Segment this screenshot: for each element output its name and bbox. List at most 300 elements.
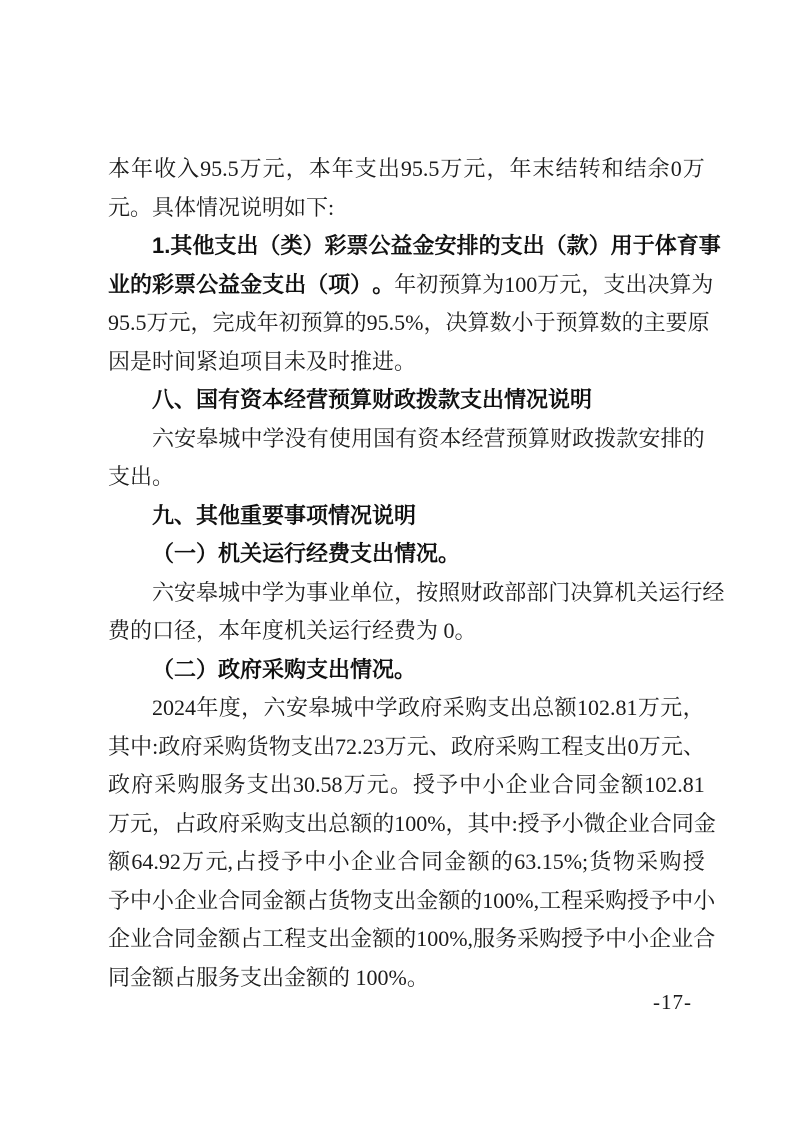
body-text-token: 安 bbox=[285, 695, 308, 720]
body-text-token: 安 bbox=[174, 425, 197, 451]
body-text-token: 小 bbox=[693, 887, 716, 913]
body-text-token: 102.81 bbox=[577, 695, 638, 720]
bold-text-token: 公 bbox=[196, 271, 219, 297]
body-text-token: 额 bbox=[621, 772, 644, 797]
body-text-token: 年 bbox=[131, 156, 154, 181]
bold-text-token: ） bbox=[302, 233, 325, 258]
body-text-token: 万 bbox=[182, 849, 205, 874]
body-text-token: 95.5 bbox=[108, 310, 147, 335]
body-text-token: 采 bbox=[583, 887, 606, 913]
body-text-token: 中 bbox=[605, 926, 628, 951]
body-text-token: ， bbox=[152, 810, 175, 836]
body-text-token: 予 bbox=[280, 849, 303, 874]
body-text-token: 业 bbox=[671, 926, 694, 951]
body-text-token: 采 bbox=[154, 772, 177, 797]
body-text-token: 有 bbox=[306, 425, 329, 451]
body-text-token: 中: bbox=[130, 733, 159, 759]
body-text-token: ， bbox=[581, 271, 604, 297]
body-text-token: 金 bbox=[262, 887, 285, 913]
body-text-token: 元 bbox=[559, 271, 582, 297]
body-text-token: 业 bbox=[627, 810, 650, 836]
bold-text: 九、其他重要事项情况说明 bbox=[152, 502, 417, 528]
body-text-token: 算 bbox=[577, 310, 600, 335]
body-text-token: 资 bbox=[417, 425, 440, 451]
bold-text-token: 事 bbox=[698, 233, 721, 258]
body-text-token: 的 bbox=[490, 849, 513, 874]
body-text-token: 学 bbox=[262, 579, 285, 605]
body-text-token: 度 bbox=[218, 695, 241, 720]
body-text-token: 额 bbox=[438, 887, 461, 913]
body-text-token: 小 bbox=[152, 887, 175, 913]
text-line bbox=[108, 689, 705, 728]
text-line bbox=[108, 343, 705, 382]
body-text-token: 安 bbox=[174, 579, 197, 605]
bold-text-token: （ bbox=[258, 233, 281, 258]
body-text-token: 额 bbox=[554, 695, 577, 720]
body-text-token: 按 bbox=[416, 579, 439, 605]
body-text-token: 中 bbox=[671, 887, 694, 913]
text-line bbox=[108, 189, 705, 228]
body-text-token: 万 bbox=[638, 733, 661, 759]
body-text-token: 预 bbox=[300, 310, 323, 335]
text-line bbox=[108, 612, 705, 651]
body-text-token: 六 bbox=[152, 425, 175, 451]
body-text-token: 工 bbox=[539, 733, 562, 759]
body-text-token: 63.15%; bbox=[514, 849, 589, 874]
body-text-token: 出 bbox=[377, 156, 400, 181]
body-text-token: 金 bbox=[196, 926, 219, 951]
bold-text-token: 支 bbox=[262, 271, 285, 297]
body-text-token: 万 bbox=[239, 156, 262, 181]
bold-text-token: 的 bbox=[130, 271, 153, 297]
body-text-token: 购 bbox=[224, 733, 247, 759]
body-text: 费的口径，本年度机关运行经费为 0。 bbox=[108, 618, 477, 643]
text-line bbox=[108, 227, 721, 266]
body-text-token: 年 bbox=[394, 271, 417, 297]
bold-text-token: 票 bbox=[346, 233, 369, 258]
text-line bbox=[108, 266, 714, 305]
body-text-token: 合 bbox=[551, 772, 574, 797]
body-text-token: 金 bbox=[693, 810, 716, 836]
body-text-token: 支 bbox=[284, 810, 307, 836]
body-text-token: 政 bbox=[108, 772, 131, 797]
heading-line bbox=[108, 651, 705, 690]
text-line bbox=[108, 574, 725, 613]
body-text-token: 年 bbox=[196, 695, 219, 720]
body-text-token: 主 bbox=[643, 310, 666, 335]
body-text-token: 算 bbox=[460, 271, 483, 297]
body-text-token: 的 bbox=[394, 926, 417, 951]
body-text-token: 原 bbox=[687, 310, 710, 335]
body-text-token: 初 bbox=[278, 310, 301, 335]
body-text-token: 小 bbox=[482, 772, 505, 797]
body-text-token: 物 bbox=[350, 887, 373, 913]
body-text-token: 算 bbox=[592, 579, 615, 605]
body-text-token: 授 bbox=[682, 849, 705, 874]
body-text-token: 机 bbox=[614, 579, 637, 605]
body-text-token: 总 bbox=[328, 810, 351, 836]
body-text-token: 算 bbox=[322, 310, 345, 335]
body-text-token: 的 bbox=[682, 425, 705, 451]
body-text: 同金额占服务支出金额的 100%。 bbox=[108, 964, 429, 990]
bold-text-token: 出 bbox=[284, 271, 307, 297]
body-text-token: 采 bbox=[202, 733, 225, 759]
body-text-token: 学 bbox=[375, 695, 398, 720]
bold-text-token: 项 bbox=[328, 271, 351, 297]
body-text-token: ， bbox=[241, 695, 264, 720]
body-text-token: 元 bbox=[660, 733, 683, 759]
body-text-token: 30.58 bbox=[293, 772, 343, 797]
bold-text-token: 排 bbox=[456, 233, 479, 258]
body-text-token: 财 bbox=[460, 579, 483, 605]
body-text-token: 小 bbox=[561, 810, 584, 836]
body-text-token: 合 bbox=[693, 926, 716, 951]
bold-text-token: 体 bbox=[654, 233, 677, 258]
body-text-token: 授 bbox=[257, 849, 280, 874]
body-text-token: 采 bbox=[240, 810, 263, 836]
body-text-token: 其 bbox=[108, 733, 131, 759]
body-text-token: 有 bbox=[395, 425, 418, 451]
body-text-token: 皋 bbox=[196, 425, 219, 451]
body-text-token: 政 bbox=[572, 425, 595, 451]
body-text-token: 出 bbox=[328, 926, 351, 951]
body-text-token: 总 bbox=[532, 695, 555, 720]
body-text-token: 数 bbox=[489, 310, 512, 335]
bold-text: （二）政府采购支出情况。 bbox=[152, 656, 417, 682]
body-text-token: 政 bbox=[482, 579, 505, 605]
body-text-token: 元 bbox=[366, 772, 389, 797]
body-text-token: 中 bbox=[240, 579, 263, 605]
body-text-token: 、 bbox=[428, 733, 451, 759]
bold-text-token: 类 bbox=[280, 233, 303, 258]
body-text-token: 决 bbox=[445, 310, 468, 335]
bold-text-token: 款 bbox=[566, 233, 589, 258]
body-text-token: 95.5 bbox=[400, 156, 440, 181]
body-text-token: 额 bbox=[108, 849, 131, 874]
body-text-token: 微 bbox=[583, 810, 606, 836]
body-text-token: ， bbox=[682, 695, 705, 720]
body-text-token: 末 bbox=[532, 156, 555, 181]
text-line bbox=[108, 805, 716, 844]
body-text-token: 元 bbox=[168, 310, 191, 335]
body-text-token: 额 bbox=[467, 849, 490, 874]
body-text-token: 完 bbox=[212, 310, 235, 335]
body-text-token: 中 bbox=[240, 425, 263, 451]
body-text-token: 物 bbox=[268, 733, 291, 759]
body-text-token: 用 bbox=[350, 425, 373, 451]
body-text-token: 其 bbox=[467, 810, 490, 836]
body-text-token: 国 bbox=[373, 425, 396, 451]
body-text-token: 单 bbox=[350, 579, 373, 605]
text-line bbox=[108, 458, 705, 497]
body-text-token: 的 bbox=[372, 810, 395, 836]
body-text-token: 支 bbox=[372, 887, 395, 913]
body-text-token: 门 bbox=[548, 579, 571, 605]
body-text-token: 予 bbox=[649, 887, 672, 913]
body-text-token: 企 bbox=[505, 772, 528, 797]
body-text-token: 出 bbox=[394, 887, 417, 913]
text-line bbox=[108, 959, 705, 998]
body-text-token: 算 bbox=[669, 271, 692, 297]
body-text-token: 为 bbox=[691, 271, 714, 297]
body-text-token: 授 bbox=[627, 887, 650, 913]
body-text-token: 出 bbox=[509, 695, 532, 720]
body-text-token: 支 bbox=[354, 156, 377, 181]
body-text-token: 同 bbox=[671, 810, 694, 836]
body-text-token: 予 bbox=[108, 887, 131, 913]
body-text-token: 府 bbox=[473, 733, 496, 759]
body-text-token: 业 bbox=[328, 579, 351, 605]
body-text-token: 采 bbox=[442, 695, 465, 720]
body-text-token: 服 bbox=[200, 772, 223, 797]
body-text-token: 决 bbox=[570, 579, 593, 605]
body-text-token: 金 bbox=[597, 772, 620, 797]
text-line bbox=[108, 843, 705, 882]
body-text-token: 府 bbox=[218, 810, 241, 836]
body-text-token: 万 bbox=[637, 695, 660, 720]
body-text-token: 城 bbox=[218, 425, 241, 451]
body-text-token: 元 bbox=[660, 695, 683, 720]
body-text-token: 拨 bbox=[594, 425, 617, 451]
body-text-token: 学 bbox=[262, 425, 285, 451]
body-text-token: 出 bbox=[306, 810, 329, 836]
body-text-token: 支 bbox=[306, 926, 329, 951]
bold-text-token: 支 bbox=[214, 233, 237, 258]
body-text-token: 工 bbox=[539, 887, 562, 913]
body-text-token: 万 bbox=[146, 310, 169, 335]
body-text-token: 事 bbox=[306, 579, 329, 605]
body-text-token: 收 bbox=[154, 156, 177, 181]
body-text-token: 城 bbox=[330, 695, 353, 720]
body-text-token: 程 bbox=[561, 887, 584, 913]
body-text-token: 。 bbox=[389, 772, 412, 797]
body-text-token: 政 bbox=[196, 810, 219, 836]
bold-text-token: 支 bbox=[500, 233, 523, 258]
page-number: -17- bbox=[653, 990, 692, 1014]
body-text-token: 元, bbox=[205, 849, 233, 874]
bold-text-token: 公 bbox=[368, 233, 391, 258]
body-text-token: 合 bbox=[152, 926, 175, 951]
body-text-token: ， bbox=[423, 310, 446, 335]
body-text-token: 占 bbox=[234, 849, 257, 874]
body-text-token: 皋 bbox=[308, 695, 331, 720]
text-line bbox=[108, 882, 716, 921]
body-text-token: 出 bbox=[625, 271, 648, 297]
body-text-token: 行 bbox=[680, 579, 703, 605]
body-text-token: 95.5 bbox=[200, 156, 239, 181]
body-text-token: 务 bbox=[223, 772, 246, 797]
body-text-token: 占 bbox=[306, 887, 329, 913]
body-text-token: 占 bbox=[240, 926, 263, 951]
bold-text-token: 业 bbox=[108, 271, 131, 297]
body-text-token: 出 bbox=[312, 733, 335, 759]
bold-text-token: 1. bbox=[152, 233, 171, 258]
body-text-token: ， bbox=[285, 156, 308, 181]
body-text-token: 本 bbox=[308, 156, 331, 181]
body-text-token: 万 bbox=[384, 733, 407, 759]
body-text-token: 授 bbox=[412, 772, 435, 797]
body-text-token: 中 bbox=[459, 772, 482, 797]
body-text-token: 入 bbox=[177, 156, 200, 181]
body-text-token: 算 bbox=[527, 425, 550, 451]
body-text-token: 采 bbox=[636, 849, 659, 874]
body-text-token: 货 bbox=[246, 733, 269, 759]
bold-text-token: 益 bbox=[218, 271, 241, 297]
body-text-token: 予 bbox=[539, 810, 562, 836]
bold-text: （一）机关运行经费支出情况。 bbox=[152, 541, 461, 566]
body-text-token: 成 bbox=[234, 310, 257, 335]
bold-text-token: 于 bbox=[632, 233, 655, 258]
bold-text-token: 其 bbox=[170, 233, 193, 258]
body-text-token: 预 bbox=[505, 425, 528, 451]
body-text-token: 皋 bbox=[196, 579, 219, 605]
body-text-token: ， bbox=[394, 579, 417, 605]
bold-text-token: （ bbox=[544, 233, 567, 258]
body-text-token: 初 bbox=[416, 271, 439, 297]
body-text-token: 业 bbox=[130, 926, 153, 951]
body-text-token: 额 bbox=[350, 810, 373, 836]
body-text-token: 同 bbox=[420, 849, 443, 874]
body-text-token: 位 bbox=[372, 579, 395, 605]
body-text-token: 小 bbox=[511, 310, 534, 335]
body-text-token: 安 bbox=[638, 425, 661, 451]
body-text-token: 0 bbox=[670, 156, 682, 181]
text-line bbox=[108, 420, 705, 459]
bold-text-token: （ bbox=[306, 271, 329, 297]
body-text-token: 支 bbox=[290, 733, 313, 759]
body-text-token: 年 bbox=[331, 156, 354, 181]
body-text-token: 合 bbox=[649, 810, 672, 836]
bold-text-token: ） bbox=[350, 271, 373, 297]
body-text-token: 企 bbox=[605, 810, 628, 836]
body-text-token: 财 bbox=[549, 425, 572, 451]
body-text-token: 服 bbox=[473, 926, 496, 951]
body-text-token: 运 bbox=[658, 579, 681, 605]
body-text-token: 六 bbox=[263, 695, 286, 720]
body-text-token: 排 bbox=[660, 425, 683, 451]
body-text-token: 授 bbox=[561, 926, 584, 951]
bold-text-token: 出 bbox=[522, 233, 545, 258]
body-text-token: 万 bbox=[682, 156, 705, 181]
body-text-token: 占 bbox=[174, 810, 197, 836]
body-text-token: 府 bbox=[420, 695, 443, 720]
body-text-token: 六 bbox=[152, 579, 175, 605]
body-text-token: 企 bbox=[649, 926, 672, 951]
body-text-token: 102.81 bbox=[644, 772, 705, 797]
body-text-token: 万 bbox=[108, 810, 131, 836]
body-text-token: 购 bbox=[465, 695, 488, 720]
body-text-token: 100% bbox=[394, 810, 446, 836]
body-text-token: 算 bbox=[467, 310, 490, 335]
bold-text-token: 育 bbox=[676, 233, 699, 258]
body-text-token: 为 bbox=[482, 271, 505, 297]
body-text-token: 程 bbox=[284, 926, 307, 951]
body-text-token: 经 bbox=[702, 579, 725, 605]
body-text-token: 万 bbox=[440, 156, 463, 181]
body-text-token: 余 bbox=[647, 156, 670, 181]
body-text-token: 购 bbox=[262, 810, 285, 836]
body-text-token: 同 bbox=[574, 772, 597, 797]
body-text-token: 中 bbox=[353, 695, 376, 720]
heading-line bbox=[108, 381, 705, 420]
bold-text-token: 的 bbox=[478, 233, 501, 258]
bold-text-token: 出 bbox=[236, 233, 259, 258]
body-text-token: 同 bbox=[174, 926, 197, 951]
bold-text-token: 金 bbox=[240, 271, 263, 297]
bold-text-token: 。 bbox=[372, 271, 395, 297]
body-text-token: 中: bbox=[489, 810, 518, 836]
body-text-token: 额 bbox=[284, 887, 307, 913]
body-text-token: 的 bbox=[621, 310, 644, 335]
body-text-token: ， bbox=[190, 310, 213, 335]
body-text-token: 购 bbox=[177, 772, 200, 797]
body-text-token: 元 bbox=[262, 156, 285, 181]
body-text-token: 元 bbox=[463, 156, 486, 181]
bold-text-token: 益 bbox=[390, 233, 413, 258]
body-text-token: 购 bbox=[517, 733, 540, 759]
body-text-token: 于 bbox=[533, 310, 556, 335]
body-text-token: 购 bbox=[605, 887, 628, 913]
text-line bbox=[108, 766, 705, 805]
body-text-token: 城 bbox=[218, 579, 241, 605]
body-text-token: 采 bbox=[495, 733, 518, 759]
body-text-token: 支 bbox=[603, 271, 626, 297]
body-text-token: 的 bbox=[460, 887, 483, 913]
body-text-token: 企 bbox=[174, 887, 197, 913]
bold-text-token: 安 bbox=[434, 233, 457, 258]
bold-text: 八、国有资本经营预算财政拨款支出情况说明 bbox=[152, 387, 593, 412]
heading-line bbox=[108, 497, 705, 536]
body-text-token: 货 bbox=[328, 887, 351, 913]
body-text-token: 没 bbox=[284, 425, 307, 451]
text-line bbox=[108, 728, 705, 767]
body-text-token: 购 bbox=[539, 926, 562, 951]
body-text-token: 万 bbox=[343, 772, 366, 797]
bold-text-token: 票 bbox=[174, 271, 197, 297]
body-text-token: 营 bbox=[483, 425, 506, 451]
body-text-token: 政 bbox=[450, 733, 473, 759]
text-line bbox=[108, 920, 716, 959]
document-body bbox=[108, 150, 725, 997]
body-text: 元。具体情况说明如下: bbox=[108, 194, 335, 220]
body-text: 支出。 bbox=[108, 464, 175, 489]
body-text-token: 0 bbox=[627, 733, 639, 759]
body-text-token: 本 bbox=[108, 156, 131, 181]
body-text-token: 企 bbox=[108, 926, 131, 951]
body-text-token: 政 bbox=[397, 695, 420, 720]
body-text-token: 预 bbox=[438, 271, 461, 297]
bold-text-token: 金 bbox=[412, 233, 435, 258]
body-text-token: 和 bbox=[601, 156, 624, 181]
body-text-token: 万 bbox=[537, 271, 560, 297]
body-text-token: 予 bbox=[583, 926, 606, 951]
body-text-token: 金 bbox=[350, 926, 373, 951]
body-text-token: 购 bbox=[659, 849, 682, 874]
body-text-token: 支 bbox=[583, 733, 606, 759]
body-text-token: 金 bbox=[416, 887, 439, 913]
body-text-token: 授 bbox=[517, 810, 540, 836]
body-text-token: 额 bbox=[218, 926, 241, 951]
body-text-token: 工 bbox=[262, 926, 285, 951]
body-text-token: 物 bbox=[612, 849, 635, 874]
body-text-token: 本 bbox=[439, 425, 462, 451]
body-text-token: 元 bbox=[130, 810, 153, 836]
body-text-token: 72.23 bbox=[335, 733, 385, 759]
body-text-token: 府 bbox=[180, 733, 203, 759]
body-text-token: 年 bbox=[256, 310, 279, 335]
heading-line bbox=[108, 535, 705, 574]
bold-text-token: 他 bbox=[192, 233, 215, 258]
